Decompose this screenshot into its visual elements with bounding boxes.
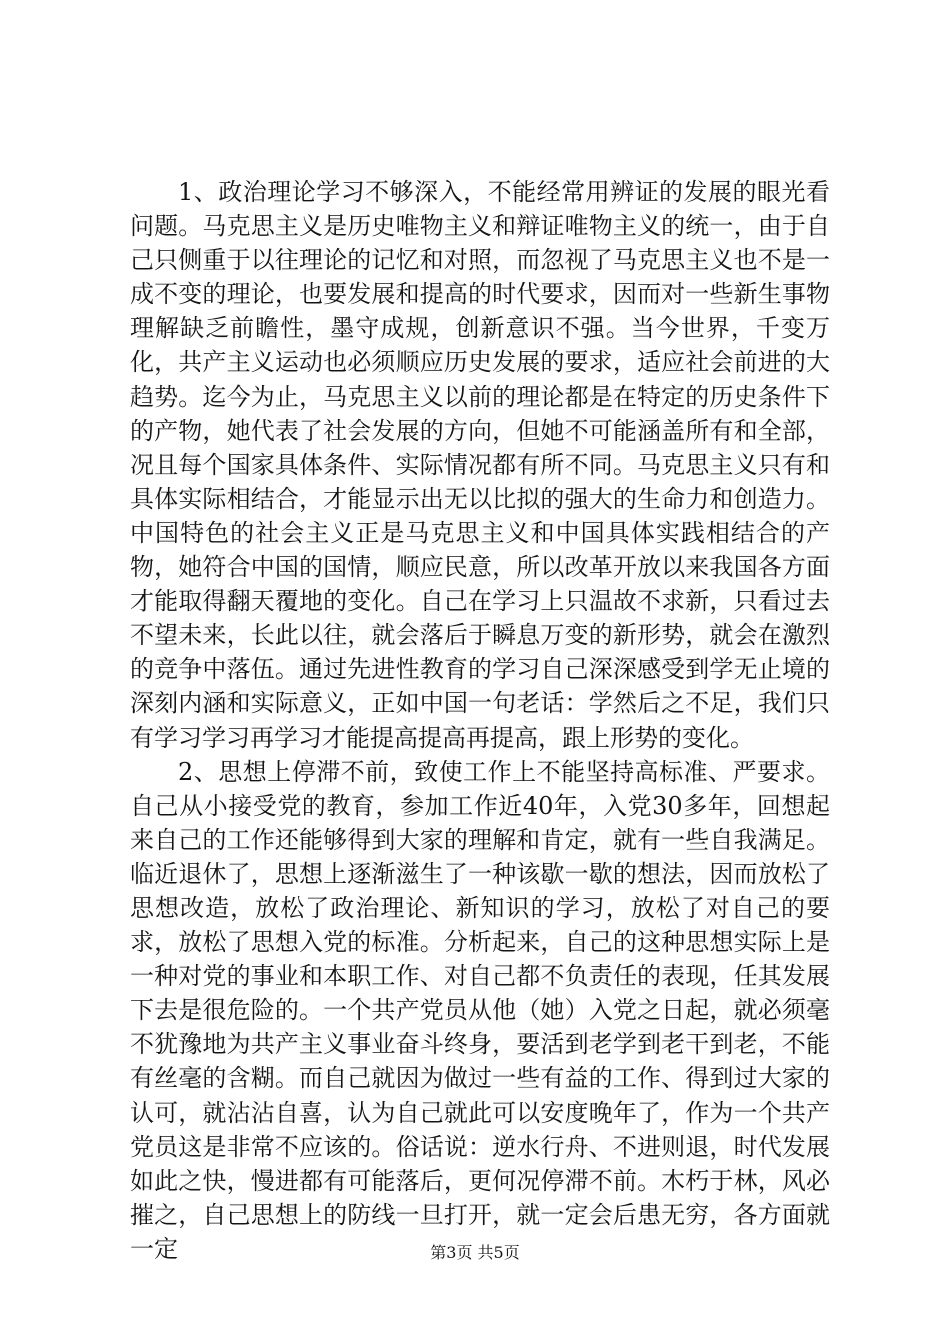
page-number-footer: 第3页 共5页	[430, 1243, 520, 1262]
paragraph-2: 2、思想上停滞不前，致使工作上不能坚持高标准、严要求。自己从小接受党的教育，参加工作近40年，入党30多年，回想起来自己的工作还能够得到大家的理解和肯定，就有一些自我满足。临近退休了，思想上逐渐滋生了一种该歇一歇的想法，因而放松了思想改造，放松了政治理论、新知识的学习，放松了对自己的要求，放松了思想入党的标准。分析起来，自己的这种思想实际上是一种对党的事业和本职工作、对自己都不负责任的表现，任其发展下去是很危险的。一个共产党员从他（她）入党之日起，就必须毫不犹豫地为共产主义事业奋斗终身，要活到老学到老干到老，不能有丝毫的含糊。而自己就因为做过一些有益的工作、得到过大家的认可，就沾沾自喜，认为自己就此可以安度晚年了，作为一个共产党员这是非常不应该的。俗话说：逆水行舟、不进则退，时代发展如此之快，慢进都有可能落后，更何况停滞不前。木朽于林，风必摧之，自己思想上的防线一旦打开，就一定会后患无穷，各方面就一定	[130, 757, 830, 1263]
document-body	[130, 175, 830, 1266]
paragraph-1: 1、政治理论学习不够深入，不能经常用辨证的发展的眼光看问题。马克思主义是历史唯物主义和辩证唯物主义的统一，由于自己只侧重于以往理论的记忆和对照，而忽视了马克思主义也不是一成不变的理论，也要发展和提高的时代要求，因而对一些新生事物理解缺乏前瞻性，墨守成规，创新意识不强。当今世界，千变万化，共产主义运动也必须顺应历史发展的要求，适应社会前进的大趋势。迄今为止，马克思主义以前的理论都是在特定的历史条件下的产物，她代表了社会发展的方向，但她不可能涵盖所有和全部，况且每个国家具体条件、实际情况都有所不同。马克思主义只有和具体实际相结合，才能显示出无以比拟的强大的生命力和创造力。中国特色的社会主义正是马克思主义和中国具体实践相结合的产物，她符合中国的国情，顺应民意，所以改革开放以来我国各方面才能取得翻天覆地的变化。自己在学习上只温故不求新，只看过去不望未来，长此以往，就会落后于瞬息万变的新形势，就会在激烈的竞争中落伍。通过先进性教育的学习自己深深感受到学无止境的深刻内涵和实际意义，正如中国一句老话：学然后之不足，我们只有学习学习再学习才能提高提高再提高，跟上形势的变化。	[130, 178, 830, 752]
